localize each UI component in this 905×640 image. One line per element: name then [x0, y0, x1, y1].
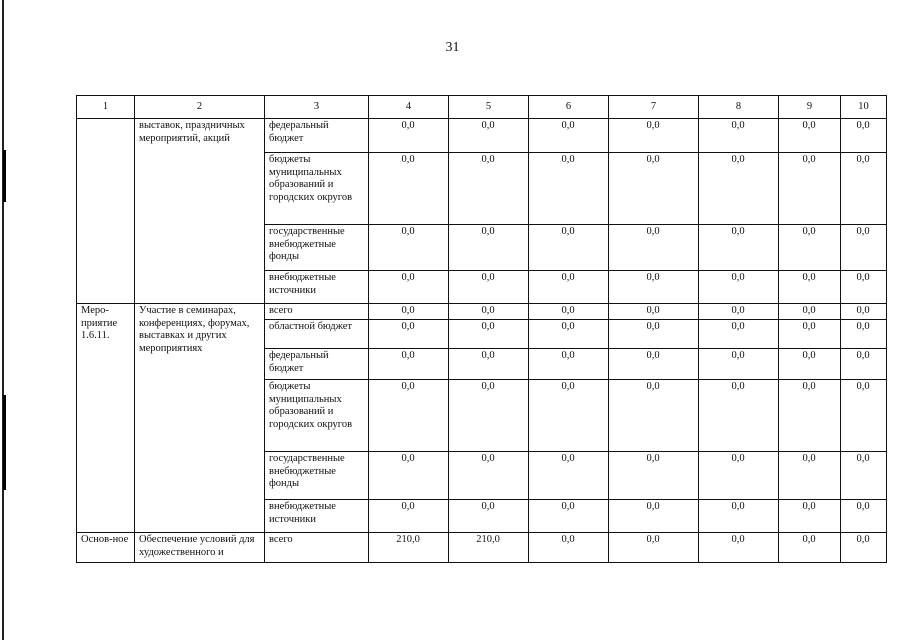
amount-cell: 0,0 [779, 349, 841, 380]
amount-cell: 0,0 [369, 304, 449, 320]
amount-cell: 0,0 [779, 271, 841, 304]
amount-cell: 0,0 [609, 349, 699, 380]
column-header: 5 [449, 96, 529, 119]
amount-cell: 0,0 [841, 304, 887, 320]
page-number: 31 [445, 40, 460, 55]
amount-cell: 0,0 [779, 320, 841, 349]
table-row [77, 533, 887, 563]
amount-cell: 0,0 [841, 380, 887, 452]
amount-cell: 0,0 [369, 271, 449, 304]
amount-cell: 0,0 [609, 452, 699, 500]
column-header: 3 [265, 96, 369, 119]
amount-cell: 0,0 [529, 500, 609, 533]
amount-cell: 0,0 [449, 349, 529, 380]
scan-binding-mark [3, 150, 6, 202]
funding-source: государственные внебюджетные фонды [265, 225, 369, 271]
amount-cell: 0,0 [779, 380, 841, 452]
amount-cell: 0,0 [699, 271, 779, 304]
amount-cell: 0,0 [609, 271, 699, 304]
column-header: 9 [779, 96, 841, 119]
amount-cell: 0,0 [449, 380, 529, 452]
amount-cell: 210,0 [369, 533, 449, 563]
activity-code [77, 119, 135, 304]
amount-cell: 0,0 [699, 500, 779, 533]
amount-cell: 0,0 [529, 304, 609, 320]
amount-cell: 0,0 [369, 153, 449, 225]
amount-cell: 0,0 [779, 225, 841, 271]
amount-cell: 0,0 [699, 533, 779, 563]
amount-cell: 0,0 [699, 119, 779, 153]
activity-code: Меро-приятие 1.6.11. [77, 304, 135, 533]
amount-cell: 0,0 [449, 271, 529, 304]
amount-cell: 0,0 [779, 119, 841, 153]
amount-cell: 0,0 [529, 119, 609, 153]
amount-cell: 0,0 [779, 533, 841, 563]
funding-source: федеральный бюджет [265, 119, 369, 153]
amount-cell: 0,0 [609, 380, 699, 452]
amount-cell: 0,0 [529, 349, 609, 380]
table-row [77, 304, 887, 320]
funding-source: федеральный бюджет [265, 349, 369, 380]
amount-cell: 0,0 [609, 500, 699, 533]
amount-cell: 0,0 [369, 500, 449, 533]
header-row [77, 96, 887, 119]
funding-source: бюджеты муниципальных образований и городских округов [265, 380, 369, 452]
amount-cell: 0,0 [699, 380, 779, 452]
funding-source: внебюджетные источники [265, 271, 369, 304]
activity-title: Обеспечение условий для художественного и [135, 533, 265, 563]
amount-cell: 0,0 [699, 153, 779, 225]
amount-cell: 0,0 [841, 153, 887, 225]
amount-cell: 0,0 [449, 225, 529, 271]
amount-cell: 0,0 [449, 320, 529, 349]
amount-cell: 210,0 [449, 533, 529, 563]
amount-cell: 0,0 [449, 500, 529, 533]
column-header: 6 [529, 96, 609, 119]
amount-cell: 0,0 [529, 320, 609, 349]
amount-cell: 0,0 [699, 320, 779, 349]
amount-cell: 0,0 [609, 225, 699, 271]
column-header: 10 [841, 96, 887, 119]
funding-source: всего [265, 533, 369, 563]
activity-title: выставок, праздничных мероприятий, акций [135, 119, 265, 304]
amount-cell: 0,0 [841, 533, 887, 563]
funding-source: всего [265, 304, 369, 320]
amount-cell: 0,0 [779, 304, 841, 320]
amount-cell: 0,0 [779, 153, 841, 225]
column-header: 8 [699, 96, 779, 119]
table-row [77, 119, 887, 153]
amount-cell: 0,0 [699, 304, 779, 320]
amount-cell: 0,0 [609, 533, 699, 563]
amount-cell: 0,0 [841, 349, 887, 380]
funding-source: бюджеты муниципальных образований и городских округов [265, 153, 369, 225]
amount-cell: 0,0 [779, 452, 841, 500]
amount-cell: 0,0 [529, 533, 609, 563]
amount-cell: 0,0 [529, 225, 609, 271]
amount-cell: 0,0 [449, 452, 529, 500]
amount-cell: 0,0 [699, 349, 779, 380]
amount-cell: 0,0 [609, 320, 699, 349]
amount-cell: 0,0 [841, 452, 887, 500]
amount-cell: 0,0 [449, 153, 529, 225]
amount-cell: 0,0 [841, 225, 887, 271]
activity-code: Основ-ное [77, 533, 135, 563]
column-header: 1 [77, 96, 135, 119]
funding-source: областной бюджет [265, 320, 369, 349]
column-header: 2 [135, 96, 265, 119]
amount-cell: 0,0 [449, 304, 529, 320]
budget-table [76, 95, 887, 563]
table-body [77, 119, 887, 563]
amount-cell: 0,0 [699, 225, 779, 271]
amount-cell: 0,0 [449, 119, 529, 153]
amount-cell: 0,0 [609, 119, 699, 153]
funding-source: внебюджетные источники [265, 500, 369, 533]
amount-cell: 0,0 [609, 153, 699, 225]
amount-cell: 0,0 [369, 225, 449, 271]
amount-cell: 0,0 [841, 119, 887, 153]
column-header: 4 [369, 96, 449, 119]
amount-cell: 0,0 [369, 452, 449, 500]
amount-cell: 0,0 [841, 271, 887, 304]
amount-cell: 0,0 [841, 500, 887, 533]
amount-cell: 0,0 [529, 452, 609, 500]
amount-cell: 0,0 [529, 153, 609, 225]
activity-title: Участие в семинарах, конференциях, форумах, выставках и других мероприятиях [135, 304, 265, 533]
amount-cell: 0,0 [609, 304, 699, 320]
column-header: 7 [609, 96, 699, 119]
scan-left-edge [2, 0, 4, 640]
amount-cell: 0,0 [369, 349, 449, 380]
scan-binding-mark [3, 395, 6, 490]
amount-cell: 0,0 [369, 320, 449, 349]
amount-cell: 0,0 [529, 271, 609, 304]
amount-cell: 0,0 [369, 119, 449, 153]
amount-cell: 0,0 [841, 320, 887, 349]
amount-cell: 0,0 [529, 380, 609, 452]
amount-cell: 0,0 [699, 452, 779, 500]
amount-cell: 0,0 [369, 380, 449, 452]
funding-source: государственные внебюджетные фонды [265, 452, 369, 500]
amount-cell: 0,0 [779, 500, 841, 533]
